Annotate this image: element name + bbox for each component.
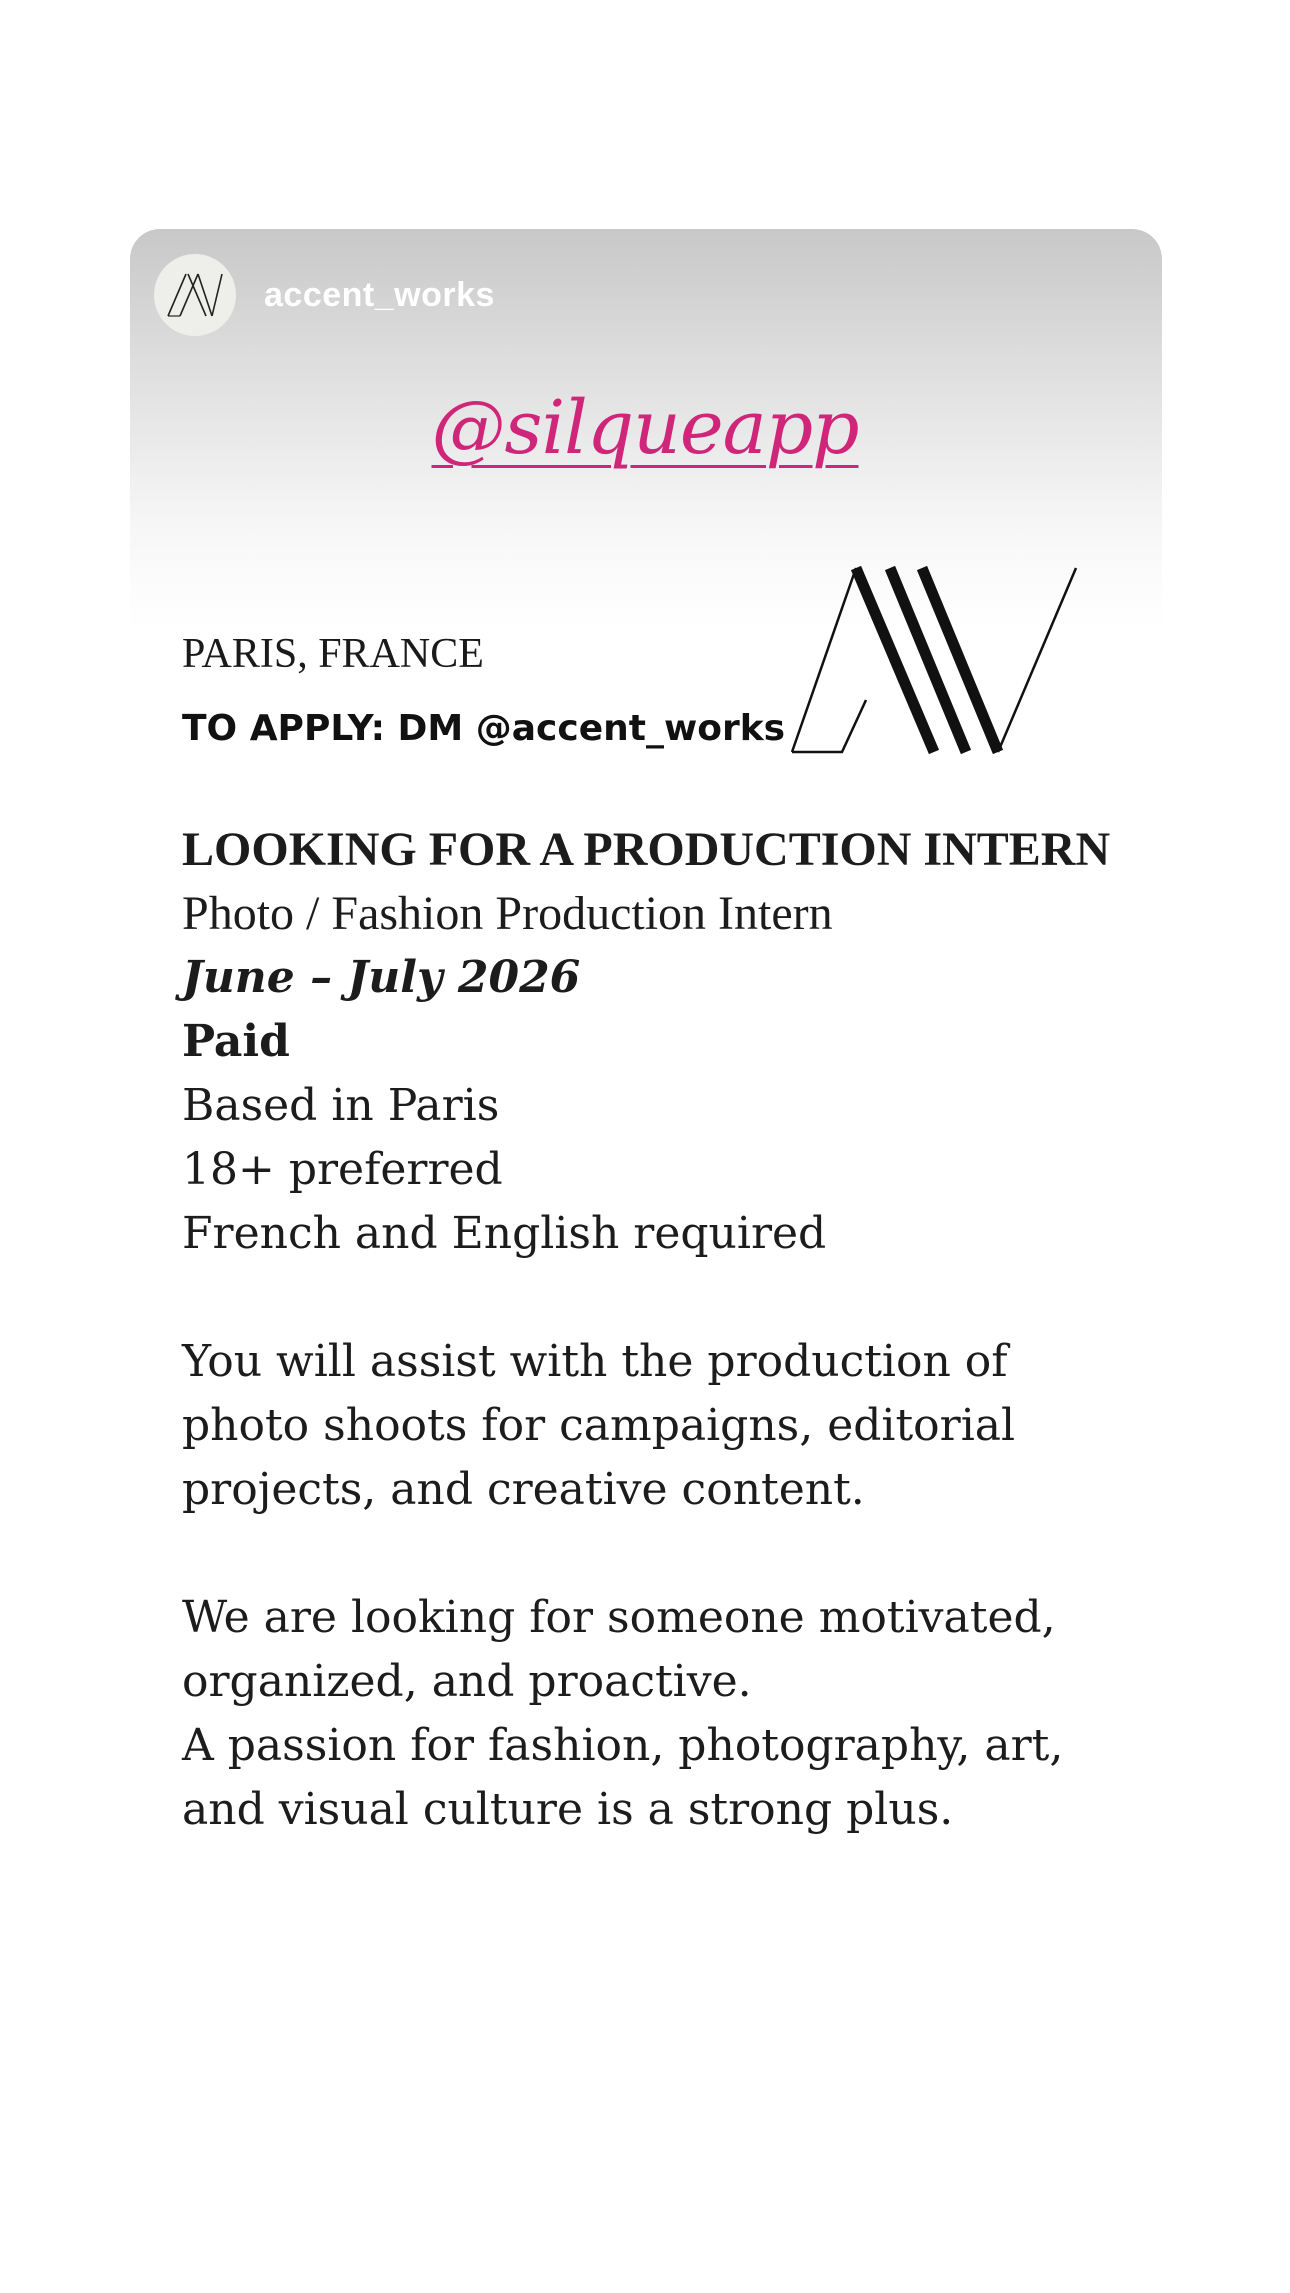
profile-line: A passion for fashion, photography, art, [182,1720,1064,1771]
description-line: photo shoots for campaigns, editorial [182,1400,1016,1451]
profile-line: and visual culture is a strong plus. [182,1784,954,1835]
description-line: You will assist with the production of [182,1336,1008,1387]
location-text: PARIS, FRANCE [182,631,484,677]
job-dates: June – July 2026 [182,952,581,1003]
apply-instructions: TO APPLY: DM @accent_works [182,708,786,749]
job-age: 18+ preferred [182,1144,503,1195]
spacer [182,1522,1182,1586]
job-posting [182,818,1182,1842]
job-role: Photo / Fashion Production Intern [182,887,833,940]
aw-monogram-logo-icon [784,560,1084,760]
job-languages: French and English required [182,1208,827,1259]
job-location: Based in Paris [182,1080,500,1131]
description-line: projects, and creative content. [182,1464,865,1515]
mention-sticker[interactable] [0,385,1290,471]
aw-monogram-icon [166,272,224,318]
username[interactable]: accent_works [264,275,495,314]
mention-text[interactable]: @silqueapp [431,385,859,471]
job-pay: Paid [182,1016,290,1067]
story-header[interactable] [154,253,495,337]
job-title: LOOKING FOR A PRODUCTION INTERN [182,823,1111,876]
spacer [182,1266,1182,1330]
avatar[interactable] [154,254,236,336]
profile-line: organized, and proactive. [182,1656,752,1707]
profile-line: We are looking for someone motivated, [182,1592,1056,1643]
